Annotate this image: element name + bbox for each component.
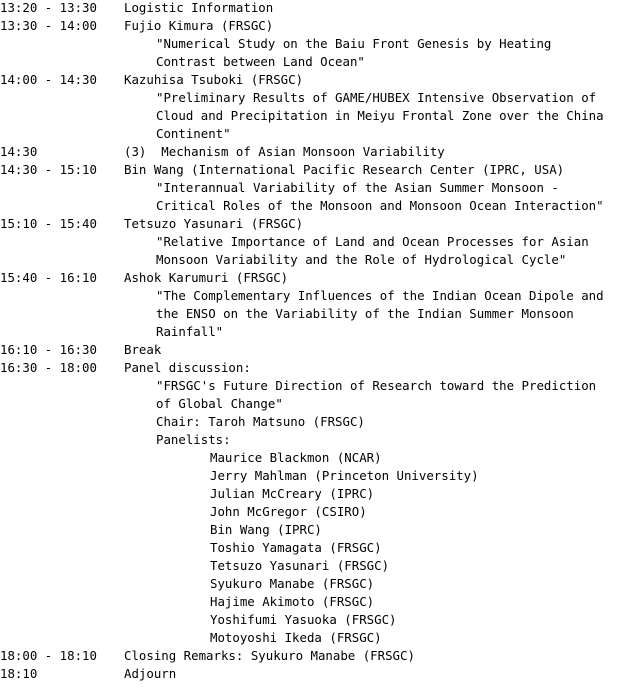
schedule-item: Logistic Information [124, 0, 274, 15]
schedule-line [0, 575, 640, 593]
schedule-line [0, 611, 640, 629]
schedule-time: 14:30 [0, 144, 38, 159]
schedule-detail: Monsoon Variability and the Role of Hydrological Cycle" [156, 252, 567, 267]
schedule-line [0, 233, 640, 251]
panelist-name: Julian McCreary (IPRC) [210, 486, 375, 501]
panelist-name: John McGregor (CSIRO) [210, 504, 367, 519]
schedule-line [0, 521, 640, 539]
schedule-line [0, 107, 640, 125]
schedule-line [0, 35, 640, 53]
schedule-time: 13:30 - 14:00 [0, 18, 97, 33]
schedule-line [0, 197, 640, 215]
schedule-line [0, 593, 640, 611]
panelist-name: Yoshifumi Yasuoka (FRSGC) [210, 612, 397, 627]
schedule-line [0, 53, 640, 71]
schedule-detail: "The Complementary Influences of the Indian Ocean Dipole and [156, 288, 604, 303]
schedule-line [0, 71, 640, 89]
schedule-detail: Rainfall" [156, 324, 224, 339]
panelist-name: Hajime Akimoto (FRSGC) [210, 594, 375, 609]
schedule-item: Bin Wang (International Pacific Research Center (IPRC, USA) [124, 162, 565, 177]
schedule-line [0, 17, 640, 35]
panelist-name: Jerry Mahlman (Princeton University) [210, 468, 479, 483]
schedule-time: 18:00 - 18:10 [0, 648, 97, 663]
schedule-item: Kazuhisa Tsuboki (FRSGC) [124, 72, 304, 87]
schedule-item: Tetsuzo Yasunari (FRSGC) [124, 216, 304, 231]
schedule-detail: Continent" [156, 126, 231, 141]
schedule-line [0, 395, 640, 413]
schedule-line [0, 503, 640, 521]
schedule-item: Panel discussion: [124, 360, 251, 375]
schedule-line [0, 467, 640, 485]
schedule-detail: Panelists: [156, 432, 231, 447]
schedule-line [0, 539, 640, 557]
schedule-item: Ashok Karumuri (FRSGC) [124, 270, 289, 285]
schedule-detail: "FRSGC's Future Direction of Research toward the Prediction [156, 378, 597, 393]
schedule-item: (3) Mechanism of Asian Monsoon Variability [124, 144, 445, 159]
schedule-detail: Cloud and Precipitation in Meiyu Frontal Zone over the China [156, 108, 604, 123]
schedule-line [0, 215, 640, 233]
schedule-time: 13:20 - 13:30 [0, 0, 97, 15]
schedule-line [0, 665, 640, 683]
schedule-line [0, 341, 640, 359]
panelist-name: Toshio Yamagata (FRSGC) [210, 540, 382, 555]
schedule-detail: Contrast between Land Ocean" [156, 54, 365, 69]
schedule-detail: Chair: Taroh Matsuno (FRSGC) [156, 414, 365, 429]
schedule-line [0, 305, 640, 323]
schedule-detail: "Interannual Variability of the Asian Summer Monsoon - [156, 180, 559, 195]
schedule-line [0, 431, 640, 449]
schedule-time: 16:10 - 16:30 [0, 342, 97, 357]
panelist-name: Maurice Blackmon (NCAR) [210, 450, 382, 465]
schedule-line [0, 449, 640, 467]
schedule-line [0, 557, 640, 575]
schedule-item: Closing Remarks: Syukuro Manabe (FRSGC) [124, 648, 415, 663]
schedule-detail: "Preliminary Results of GAME/HUBEX Intensive Observation of [156, 90, 597, 105]
schedule-time: 16:30 - 18:00 [0, 360, 97, 375]
schedule-item: Fujio Kimura (FRSGC) [124, 18, 274, 33]
schedule-time: 14:00 - 14:30 [0, 72, 97, 87]
schedule-detail: Critical Roles of the Monsoon and Monsoon Ocean Interaction" [156, 198, 604, 213]
schedule-line [0, 0, 640, 17]
schedule-line [0, 485, 640, 503]
panelist-name: Bin Wang (IPRC) [210, 522, 322, 537]
schedule-detail: the ENSO on the Variability of the Indian Summer Monsoon [156, 306, 574, 321]
schedule-item: Adjourn [124, 666, 177, 681]
schedule-line [0, 143, 640, 161]
schedule-item: Break [124, 342, 162, 357]
schedule-line [0, 359, 640, 377]
schedule-line [0, 629, 640, 647]
schedule-line [0, 125, 640, 143]
panelist-name: Tetsuzo Yasunari (FRSGC) [210, 558, 390, 573]
schedule-time: 15:10 - 15:40 [0, 216, 97, 231]
schedule-time: 15:40 - 16:10 [0, 270, 97, 285]
schedule-time: 18:10 [0, 666, 38, 681]
schedule-line [0, 377, 640, 395]
schedule-line [0, 287, 640, 305]
schedule-detail: of Global Change" [156, 396, 283, 411]
schedule-line [0, 323, 640, 341]
panelist-name: Motoyoshi Ikeda (FRSGC) [210, 630, 382, 645]
schedule-line [0, 413, 640, 431]
schedule-line [0, 647, 640, 665]
schedule-time: 14:30 - 15:10 [0, 162, 97, 177]
schedule-line [0, 269, 640, 287]
schedule-line [0, 251, 640, 269]
schedule-detail: "Numerical Study on the Baiu Front Genesis by Heating [156, 36, 552, 51]
schedule-line [0, 89, 640, 107]
schedule-line [0, 161, 640, 179]
schedule-detail: "Relative Importance of Land and Ocean Processes for Asian [156, 234, 589, 249]
schedule-line [0, 179, 640, 197]
panelist-name: Syukuro Manabe (FRSGC) [210, 576, 375, 591]
